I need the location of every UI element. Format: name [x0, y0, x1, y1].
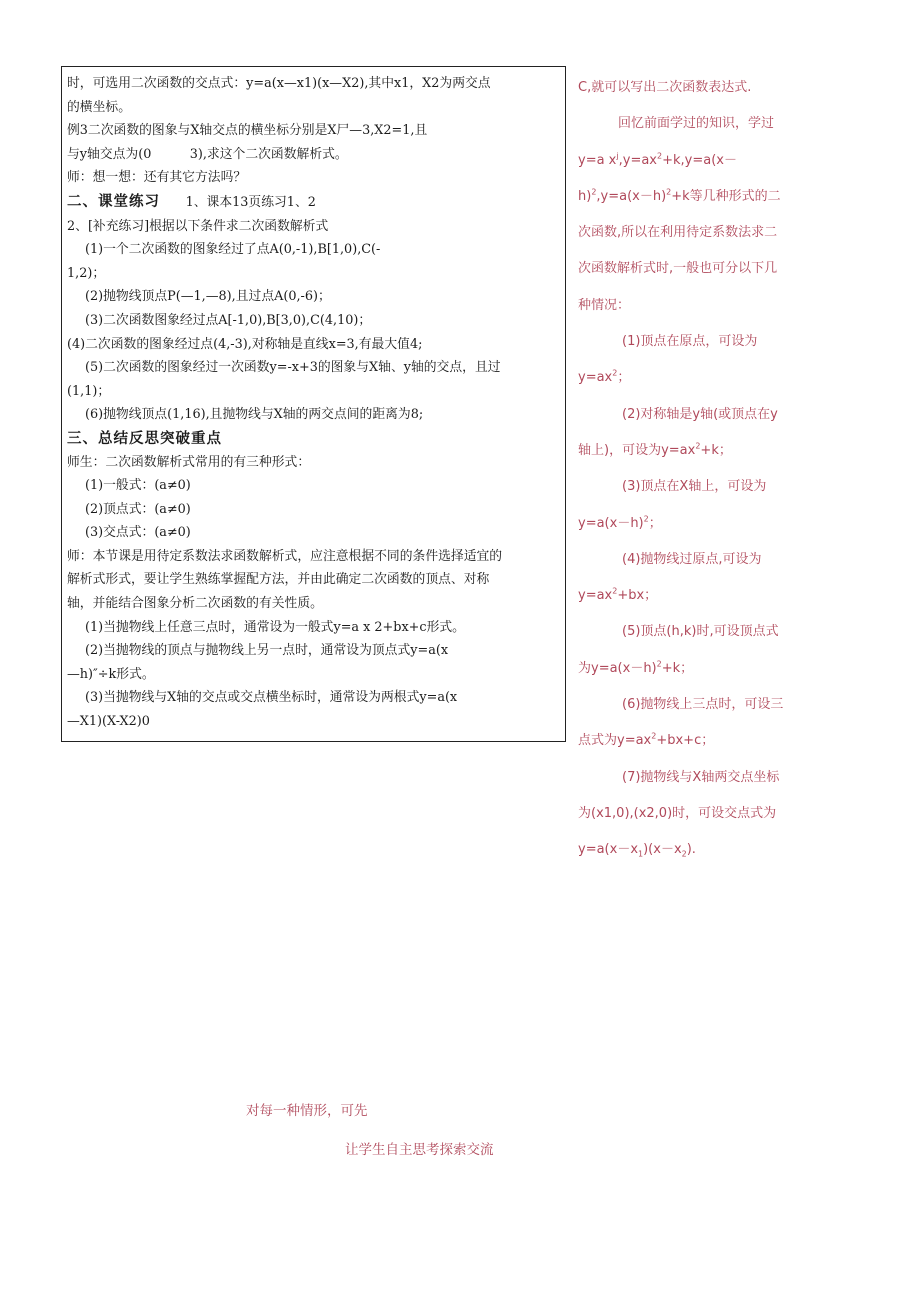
text-line: 1,2)； — [67, 265, 106, 281]
margin-note: 让学生自主思考探索交流 — [345, 1142, 494, 1158]
case-item: (4)抛物线过原点,可设为$y=ax^2+bx$； — [578, 551, 762, 604]
exercise-item: (4)二次函数的图象经过点(4,-3),对称轴是直线x=3,有最大值4; — [67, 336, 423, 352]
margin-note: 对每一种情形，可先 — [246, 1103, 368, 1119]
text-line: (1,1)； — [67, 383, 111, 399]
rule-item: (2)当抛物线的顶点与抛物线上另一点时，通常设为顶点式y=a(x — [85, 643, 449, 659]
exercise-item: (5)二次函数的图象经过一次函数y=-x+3的图象与X轴、y轴的交点，且过 — [85, 360, 501, 376]
rule-item: (3)当抛物线与X轴的交点或交点横坐标时，通常设为两根式y=a(x — [85, 690, 458, 706]
text-line: 时，可选用二次函数的交点式：y=a(x—x1)(x—X2),其中x1，X2为两交点 — [67, 76, 491, 91]
example-3-line: 例3二次函数的图象与X轴交点的横坐标分别是X尸—3,X2=1,且 — [67, 123, 428, 139]
case-item: (2)对称轴是y轴(或顶点在y轴上)，可设为$y=ax^2+k$； — [578, 406, 778, 458]
rule-item: (1)当抛物线上任意三点时，通常设为一般式y=a x 2+bx+c形式。 — [85, 619, 465, 635]
form-item: (3)交点式：(a≠0) — [85, 525, 191, 541]
text-line: 的横坐标。 — [67, 99, 131, 115]
text-line: 2、[补充练习]根据以下条件求二次函数解析式 — [67, 218, 329, 234]
section-heading-practice — [67, 190, 559, 215]
case-item: (6)抛物线上三点时，可设三点式为$y=ax^2+bx+c$； — [578, 697, 784, 749]
case-item: (7)抛物线与X轴两交点坐标为(x1,0),(x2,0)时，可设交点式为$y=a(x-x_1)(x-x_2)$. — [578, 769, 780, 859]
case-item: (1)顶点在原点，可设为$y=ax^2$； — [578, 334, 758, 386]
text-line: 师：本节课是用待定系数法求函数解析式，应注意根据不同的条件选择适宜的 — [67, 548, 503, 564]
case-item: (3)顶点在X轴上，可设为$y=a(x-h)^2$； — [578, 479, 767, 531]
exercise-item: (2)抛物线顶点P(—1,—8),且过点A(0,-6)； — [85, 289, 331, 305]
exercise-item: (3)二次函数图象经过点A[-1,0),B[3,0),C(4,10)； — [85, 312, 372, 328]
practice-reference: 1、课本13页练习1、2 — [185, 194, 316, 210]
text-line: 解析式形式，要让学生熟练掌握配方法，并由此确定二次函数的顶点、对称 — [67, 572, 490, 588]
case-item: (5)顶点(h,k)时,可设顶点式为$y=a(x-h)^2+k$； — [578, 624, 779, 676]
side-paragraph: C,就可以写出二次函数表达式. — [578, 80, 752, 95]
side-paragraph: 回忆前面学过的知识，学过y=a $x^j,y=ax^2+k,y=a(x-h)^2,y=a(x-h)^2+k$等几种形式的二次函数,所以在利用待定系数法求二次函数解析式时,一般也可分以下几种情况： — [578, 116, 781, 313]
exercise-item: (1)一个二次函数的图象经过了点A(0,-1),B[1,0),C(- — [85, 242, 381, 258]
form-item: (1)一般式：(a≠0) — [85, 478, 191, 494]
text-line: —X1)(X-X2)0 — [67, 714, 150, 730]
text-line: 师生：二次函数解析式常用的有三种形式： — [67, 454, 311, 470]
teacher-question: 师：想一想：还有其它方法吗？ — [67, 170, 247, 186]
section-title: 二、课堂练习 — [67, 192, 160, 210]
text-line: 轴，并能结合图象分析二次函数的有关性质。 — [67, 596, 323, 612]
side-notes — [578, 70, 790, 869]
text-line: —h)″÷k形式。 — [67, 666, 155, 682]
lesson-content-box — [61, 66, 566, 742]
section-heading-summary: 三、总结反思突破重点 — [67, 429, 222, 447]
exercise-item: (6)抛物线顶点(1,16),且抛物线与X轴的两交点间的距离为8; — [85, 407, 424, 423]
text-line: 与y轴交点为(0 3),求这个二次函数解析式。 — [67, 146, 348, 162]
form-item: (2)顶点式：(a≠0) — [85, 501, 191, 517]
